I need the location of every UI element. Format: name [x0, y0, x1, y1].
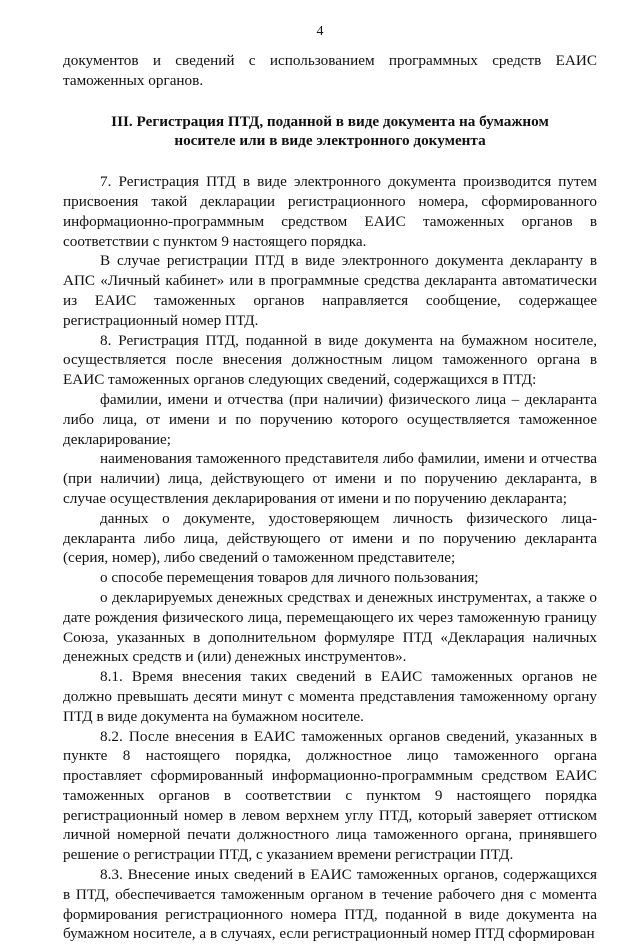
paragraph-8-item-cash-instruments: о декларируемых денежных средствах и денежных инструментах, а также о дате рождения физического лица, перемещающего их через таможенную границу Союза, указанных в дополнительном формуляре ПТД «Декларация наличных денежных средств и (или) денежных инструментов».	[63, 588, 597, 666]
paragraph-7: 7. Регистрация ПТД в виде электронного документа производится путем присвоения такой декларации регистрационного номера, сформированного информационно-программным средством ЕАИС таможенных органов в соответствии с пунктом 9 настоящего порядка.	[63, 173, 597, 250]
paragraph-8-1: 8.1. Время внесения таких сведений в ЕАИС таможенных органов не должно превышать десяти минут с момента представления таможенному органу ПТД в виде документа на бумажном носителе.	[63, 668, 597, 725]
paragraph-8-item-transfer-method: о способе перемещения товаров для личного пользования;	[100, 569, 479, 587]
section-heading: III. Регистрация ПТД, поданной в виде документа на бумажном носителе или в виде электронного документа	[111, 112, 549, 150]
page-content	[63, 51, 597, 944]
paragraph-7-notification: В случае регистрации ПТД в виде электронного документа декларанту в АПС «Личный кабинет» или в программные средства декларанта автоматически из ЕАИС таможенных органов направляется сообщение, содержащее регистрационный номер ПТД.	[63, 252, 597, 329]
paragraph-8-item-declarant-name: фамилии, имени и отчества (при наличии) физического лица – декларанта либо лица, от имени и по поручению которого осуществляется таможенное декларирование;	[63, 390, 597, 448]
paragraph-8-item-representative: наименования таможенного представителя либо фамилии, имени и отчества (при наличии) лица, действующего от имени и по поручению декларанта, в случае осуществления декларирования от имени и по поручению декларанта;	[63, 450, 597, 507]
paragraph-8-2: 8.2. После внесения в ЕАИС таможенных органов сведений, указанных в пункте 8 настоящего порядка, должностное лицо таможенного органа проставляет сформированный информационно-программным средством ЕАИС таможенных органов в соответствии с пунктом 9 настоящего порядка регистрационный номер в левом верхнем углу ПТД, который заверяет оттиском личной номерной печати должностного лица таможенного органа, принявшего решение о регистрации ПТД, с указанием времени регистрации ПТД.	[63, 727, 597, 864]
page-number: 4	[316, 24, 324, 39]
continuation-text: документов и сведений с использованием программных средств ЕАИС таможенных органов.	[63, 52, 597, 89]
paragraph-8-item-identity-document: данных о документе, удостоверяющем личность физического лица-декларанта либо лица, действующего от имени и по поручению декларанта (серия, номер), либо сведений о таможенном представителе;	[63, 509, 597, 567]
paragraph-8: 8. Регистрация ПТД, поданной в виде документа на бумажном носителе, осуществляется после внесения должностным лицом таможенного органа в ЕАИС таможенных органов следующих сведений, содержащихся в ПТД:	[63, 331, 597, 389]
paragraph-8-3: 8.3. Внесение иных сведений в ЕАИС таможенных органов, содержащихся в ПТД, обеспечивается таможенным органом в течение рабочего дня с момента формирования регистрационного номера ПТД, поданной в виде документа на бумажном носителе, а в случаях, если регистрационный номер ПТД сформирован	[63, 866, 597, 943]
